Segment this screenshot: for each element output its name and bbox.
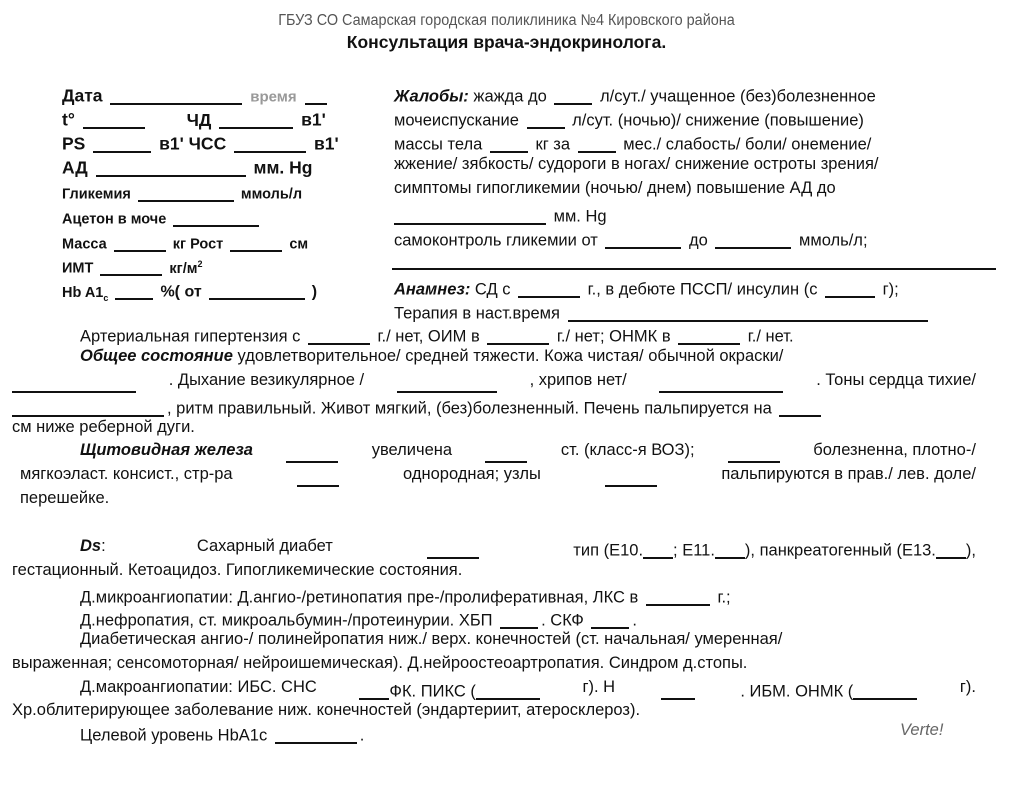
- thyroid-text: увеличена: [371, 441, 453, 459]
- bp-unit: мм. Hg: [253, 157, 313, 178]
- hr-unit: в1': [313, 133, 339, 154]
- mass-unit: кг: [172, 236, 187, 253]
- temp-label: t°: [62, 109, 75, 130]
- heart-tones-field[interactable]: [12, 398, 164, 417]
- complaints-line-3: [394, 131, 871, 155]
- thyroid-nodes-field[interactable]: [605, 468, 657, 487]
- complaints-text: мм. Hg: [553, 207, 607, 226]
- acetone-field[interactable]: [173, 210, 259, 227]
- dm-since-field[interactable]: [518, 279, 580, 298]
- thyroid-label: Щитовидная железа: [80, 441, 253, 459]
- glycemia-unit: ммоль/л: [240, 186, 303, 203]
- acetone-row: [62, 207, 262, 228]
- liver-field[interactable]: [779, 398, 821, 417]
- ckd-field[interactable]: [500, 610, 538, 629]
- exam-text: , хрипов нет/: [529, 371, 627, 389]
- bmi-field[interactable]: [100, 259, 162, 276]
- hr-field[interactable]: [234, 133, 306, 153]
- target-hba1c-field[interactable]: [275, 725, 357, 744]
- weight-change-field[interactable]: [490, 134, 528, 153]
- date-field[interactable]: [110, 85, 242, 105]
- diagnosis-line-5: [80, 630, 976, 649]
- glycemia-field[interactable]: [138, 185, 234, 202]
- dm-type-field[interactable]: [427, 540, 479, 559]
- diagnosis-text: г). Н: [582, 678, 616, 696]
- diagnosis-line-6: выраженная; сенсомоторная/ нейроишемическая). Д.нейроостеоартропатия. Синдром д.стопы.: [12, 654, 748, 672]
- anamnesis-line-3: [80, 323, 794, 347]
- hba1c-from-label: %( от: [160, 283, 202, 301]
- height-label: Рост: [190, 236, 224, 253]
- complaints-line-2: [394, 107, 864, 131]
- thirst-field[interactable]: [554, 86, 592, 105]
- glycemia-row: [62, 182, 302, 203]
- bp-row: [62, 154, 312, 179]
- complaints-text: кг за: [535, 135, 571, 154]
- exam-text: , ритм правильный. Живот мягкий, (без)болезненный. Печень пальпируется на: [167, 399, 772, 418]
- diagnosis-text: Целевой уровень HbA1c: [80, 726, 268, 745]
- h-field[interactable]: [661, 681, 695, 700]
- bmi-unit-text: кг/м: [169, 260, 198, 277]
- complaints-label: Жалобы:: [394, 87, 469, 106]
- mass-height-row: [62, 232, 308, 253]
- bp-field[interactable]: [96, 157, 246, 177]
- hba1c-label-text: Hb A1: [62, 284, 104, 301]
- exam-line-4: см ниже реберной дуги.: [12, 418, 195, 436]
- diagnosis-text: Д.макроангиопатии: ИБС. СНС: [80, 678, 317, 696]
- hba1c-label: [62, 285, 108, 301]
- diagnosis-line-9: [80, 722, 364, 746]
- gfr-field[interactable]: [591, 610, 629, 629]
- bmi-label: ИМТ: [62, 260, 94, 277]
- rr-label: ЧД: [186, 109, 212, 130]
- exam-line-1: [80, 347, 783, 366]
- complaints-text: л/сут./ учащенное (без)болезненное: [600, 87, 876, 106]
- complaints-text: мочеиспускание: [394, 111, 519, 130]
- chf-class-field[interactable]: [359, 681, 389, 700]
- bp-label: АД: [62, 157, 88, 178]
- exam-line-3: [12, 395, 824, 419]
- urination-field[interactable]: [527, 110, 565, 129]
- temp-field[interactable]: [83, 109, 145, 129]
- anamnesis-text: Артериальная гипертензия с: [80, 327, 301, 346]
- diagnosis-text: ФК. ПИКС (: [389, 682, 476, 701]
- mass-field[interactable]: [114, 235, 166, 252]
- diagnosis-text: ),: [965, 541, 976, 560]
- ds-colon: :: [101, 537, 106, 555]
- anamnesis-label: Анамнез:: [394, 280, 471, 299]
- thyroid-line-3: перешейке.: [20, 489, 110, 507]
- height-field[interactable]: [230, 235, 282, 252]
- thyroid-line-1: [80, 441, 976, 460]
- complaints-line-4: жжение/ зябкость/ судороги в ногах/ снижение остроты зрения/: [394, 155, 879, 173]
- diagnosis-line-2: гестационный. Кетоацидоз. Гипогликемические состояния.: [12, 561, 463, 579]
- bp-max-field[interactable]: [394, 206, 546, 225]
- section-divider: [392, 268, 996, 270]
- rr-field[interactable]: [219, 109, 293, 129]
- institution-name: ГБУЗ СО Самарская городская поликлиника №4 Кировского района: [278, 12, 735, 29]
- anamnesis-text: г./ нет; ОНМК в: [556, 327, 671, 346]
- diagnosis-text: Диабетическая ангио-/ полинейропатия ниж./ верх. конечностей (ст. начальная/ умеренная/: [80, 630, 783, 648]
- skin-color-field[interactable]: [12, 374, 136, 393]
- diagnosis-line-4: [80, 607, 637, 631]
- exam-line-2: [12, 371, 976, 390]
- diagnosis-text: тип (Е10.: [573, 541, 644, 560]
- thyroid-text: ст. (класс-я ВОЗ);: [560, 441, 695, 459]
- e11-field[interactable]: [715, 540, 745, 559]
- diagnosis-text: ), панкреатогенный (Е13.: [744, 541, 936, 560]
- ds-label: Ds: [80, 537, 102, 555]
- bmi-row: [62, 256, 203, 277]
- anamnesis-line-2: [394, 300, 931, 324]
- verte-note: Verte!: [900, 721, 944, 739]
- hr-label: ЧСС: [188, 133, 227, 154]
- thyroid-text: однородная; узлы: [403, 465, 541, 483]
- mi-year-field[interactable]: [487, 326, 549, 345]
- e10-field[interactable]: [643, 540, 673, 559]
- thyroid-degree-field[interactable]: [485, 444, 527, 463]
- glycemia-label: Гликемия: [62, 186, 131, 203]
- stroke-year-field[interactable]: [678, 326, 740, 345]
- complaints-line-6: [394, 203, 607, 227]
- complaints-line-7: [394, 227, 868, 251]
- date-row: [62, 82, 330, 107]
- thyroid-line-2: [20, 465, 976, 484]
- time-field[interactable]: [305, 85, 327, 105]
- exam-text: . Тоны сердца тихие/: [816, 371, 976, 389]
- complaints-line-1: [394, 83, 876, 107]
- hba1c-row: [62, 280, 317, 302]
- hba1c-close-paren: ): [311, 283, 318, 301]
- rales-field[interactable]: [659, 374, 783, 393]
- diagnosis-text: ; Е11.: [673, 541, 715, 560]
- thyroid-structure-field[interactable]: [297, 468, 339, 487]
- stroke-dx-year-field[interactable]: [853, 681, 917, 700]
- current-therapy-field[interactable]: [568, 303, 928, 322]
- diagnosis-text: г.;: [717, 588, 731, 607]
- thyroid-text: болезненна, плотно-/: [813, 441, 976, 459]
- bmi-unit-sup: 2: [197, 258, 203, 269]
- form-title: Консультация врача-эндокринолога.: [346, 32, 667, 52]
- acetone-label: Ацетон в моче: [62, 211, 167, 228]
- anamnesis-text: СД с: [474, 280, 511, 299]
- complaints-text: массы тела: [394, 135, 483, 154]
- anamnesis-text: г., в дебюте ПССП/ инсулин (с: [587, 280, 818, 299]
- diagnosis-codes: [573, 537, 976, 561]
- height-unit: см: [289, 236, 309, 253]
- insulin-since-field[interactable]: [825, 279, 875, 298]
- complaints-line-5: симптомы гипогликемии (ночью/ днем) повышение АД до: [394, 179, 836, 197]
- anamnesis-text: г./ нет.: [747, 327, 794, 346]
- diagnosis-line-7: [80, 678, 976, 702]
- complaints-text: мес./ слабость/ боли/ онемение/: [623, 135, 872, 154]
- anamnesis-line-1: [394, 276, 899, 300]
- diagnosis-text: . СКФ: [541, 611, 584, 630]
- ps-hr-row: [62, 130, 339, 155]
- hba1c-date-field[interactable]: [209, 283, 305, 300]
- diagnosis-text: .: [359, 726, 365, 745]
- complaints-text: самоконтроль гликемии от: [394, 231, 598, 250]
- thyroid-text: мягкоэласт. консист., стр-ра: [20, 465, 233, 483]
- complaints-text: ммоль/л;: [799, 231, 868, 250]
- bmi-unit: [169, 258, 203, 277]
- diagnosis-text: г).: [959, 678, 976, 696]
- thyroid-enlarged-field[interactable]: [286, 444, 338, 463]
- diagnosis-text: .: [632, 611, 637, 630]
- ps-unit: в1': [159, 133, 184, 154]
- diagnosis-line-1: [80, 537, 976, 561]
- pics-year-field[interactable]: [476, 681, 540, 700]
- exam-label: Общее состояние: [80, 347, 233, 365]
- selfcontrol-from-field[interactable]: [605, 230, 681, 249]
- chf-group: [359, 678, 539, 702]
- e13-field[interactable]: [936, 540, 966, 559]
- stroke-group: [740, 678, 917, 702]
- diagnosis-text: . ИБМ. ОНМК (: [740, 682, 854, 701]
- breathing-field[interactable]: [397, 374, 497, 393]
- hba1c-field[interactable]: [115, 283, 153, 300]
- thyroid-text: пальпируются в прав./ лев. доле/: [721, 465, 976, 483]
- anamnesis-text: г);: [882, 280, 899, 299]
- date-label: Дата: [62, 85, 103, 106]
- weight-months-field[interactable]: [578, 134, 616, 153]
- ps-label: PS: [62, 133, 86, 154]
- complaints-text: л/сут. (ночью)/ снижение (повышение): [572, 111, 864, 130]
- complaints-text: до: [689, 231, 708, 250]
- exam-text: удовлетворительное/ средней тяжести. Кожа чистая/ обычной окраски/: [237, 347, 784, 365]
- hba1c-label-sub: c: [103, 292, 109, 303]
- selfcontrol-to-field[interactable]: [715, 230, 791, 249]
- diagnosis-line-3: [80, 584, 731, 608]
- diagnosis-text: Сахарный диабет: [196, 537, 333, 555]
- lks-year-field[interactable]: [646, 587, 710, 606]
- time-label: время: [250, 88, 297, 106]
- diagnosis-line-8: Хр.облитерирующее заболевание ниж. конечностей (эндартериит, атеросклероз).: [12, 701, 641, 719]
- mass-label: Масса: [62, 236, 107, 253]
- diagnosis-label: [80, 537, 106, 561]
- hypertension-since-field[interactable]: [308, 326, 370, 345]
- anamnesis-text: г./ нет, ОИМ в: [377, 327, 480, 346]
- anamnesis-text: Терапия в наст.время: [394, 304, 560, 323]
- ps-field[interactable]: [93, 133, 151, 153]
- rr-unit: в1': [301, 109, 326, 130]
- thyroid-pain-field[interactable]: [728, 444, 780, 463]
- diagnosis-text: Д.микроангиопатии: Д.ангио-/ретинопатия пре-/пролиферативная, ЛКС в: [80, 588, 639, 607]
- complaints-text: жажда до: [473, 87, 547, 106]
- exam-text: . Дыхание везикулярное /: [168, 371, 365, 389]
- temp-rr-row: [62, 106, 326, 131]
- diagnosis-text: Д.нефропатия, ст. микроальбумин-/протеинурии. ХБП: [80, 611, 493, 630]
